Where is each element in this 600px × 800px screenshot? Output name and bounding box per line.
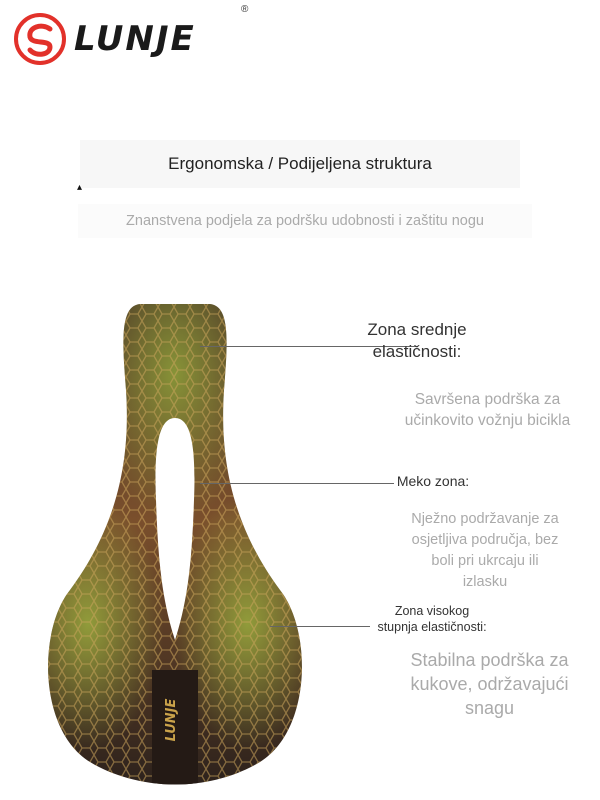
zone-high-desc-line3: snagu	[464, 698, 515, 718]
zone-high-desc-line1: Stabilna podrška za	[410, 650, 569, 670]
small-marker: ▴	[77, 182, 83, 193]
brand-logo	[14, 12, 264, 66]
registered-mark: ®	[241, 4, 249, 15]
zone-soft-desc-line1: Nježno podržavanje za	[411, 511, 559, 527]
saddle-illustration	[30, 300, 320, 790]
zone-high-title	[362, 603, 502, 635]
zone-soft-desc	[385, 509, 585, 593]
zone-mid-title-line1: Zona srednje	[367, 320, 467, 339]
zone-high-desc	[382, 648, 597, 720]
brand-name: LUNJE	[74, 19, 196, 59]
logo-swirl-icon	[14, 13, 66, 65]
zone-soft-title: Meko zona:	[396, 473, 470, 489]
zone-high-desc-line2: kukove, održavajući	[410, 674, 569, 694]
zone-mid-desc-line2: učinkovito vožnju bicikla	[404, 412, 571, 429]
callout-line-soft-zone	[200, 483, 394, 484]
zone-mid-title	[352, 319, 482, 363]
zone-mid-desc-line1: Savršena podrška za	[414, 391, 561, 408]
zone-high-title-line2: stupnja elastičnosti:	[377, 620, 487, 634]
saddle-logo-text: LUNJE	[164, 698, 179, 742]
page-subtitle: Znanstvena podjela za podršku udobnosti i zaštitu nogu	[126, 213, 484, 229]
zone-soft-desc-line3: boli pri ukrcaju ili	[431, 553, 539, 569]
callout-line-high-zone	[270, 626, 370, 627]
title-banner	[80, 140, 520, 188]
zone-mid-desc	[385, 389, 590, 431]
page-title: Ergonomska / Podijeljena struktura	[168, 154, 432, 173]
zone-mid-title-line2: elastičnosti:	[372, 342, 462, 361]
subtitle-banner	[78, 204, 532, 238]
zone-soft-desc-line4: izlasku	[462, 574, 508, 590]
zone-soft-desc-line2: osjetljiva područja, bez	[411, 532, 559, 548]
zone-high-title-line1: Zona visokog	[394, 604, 470, 618]
